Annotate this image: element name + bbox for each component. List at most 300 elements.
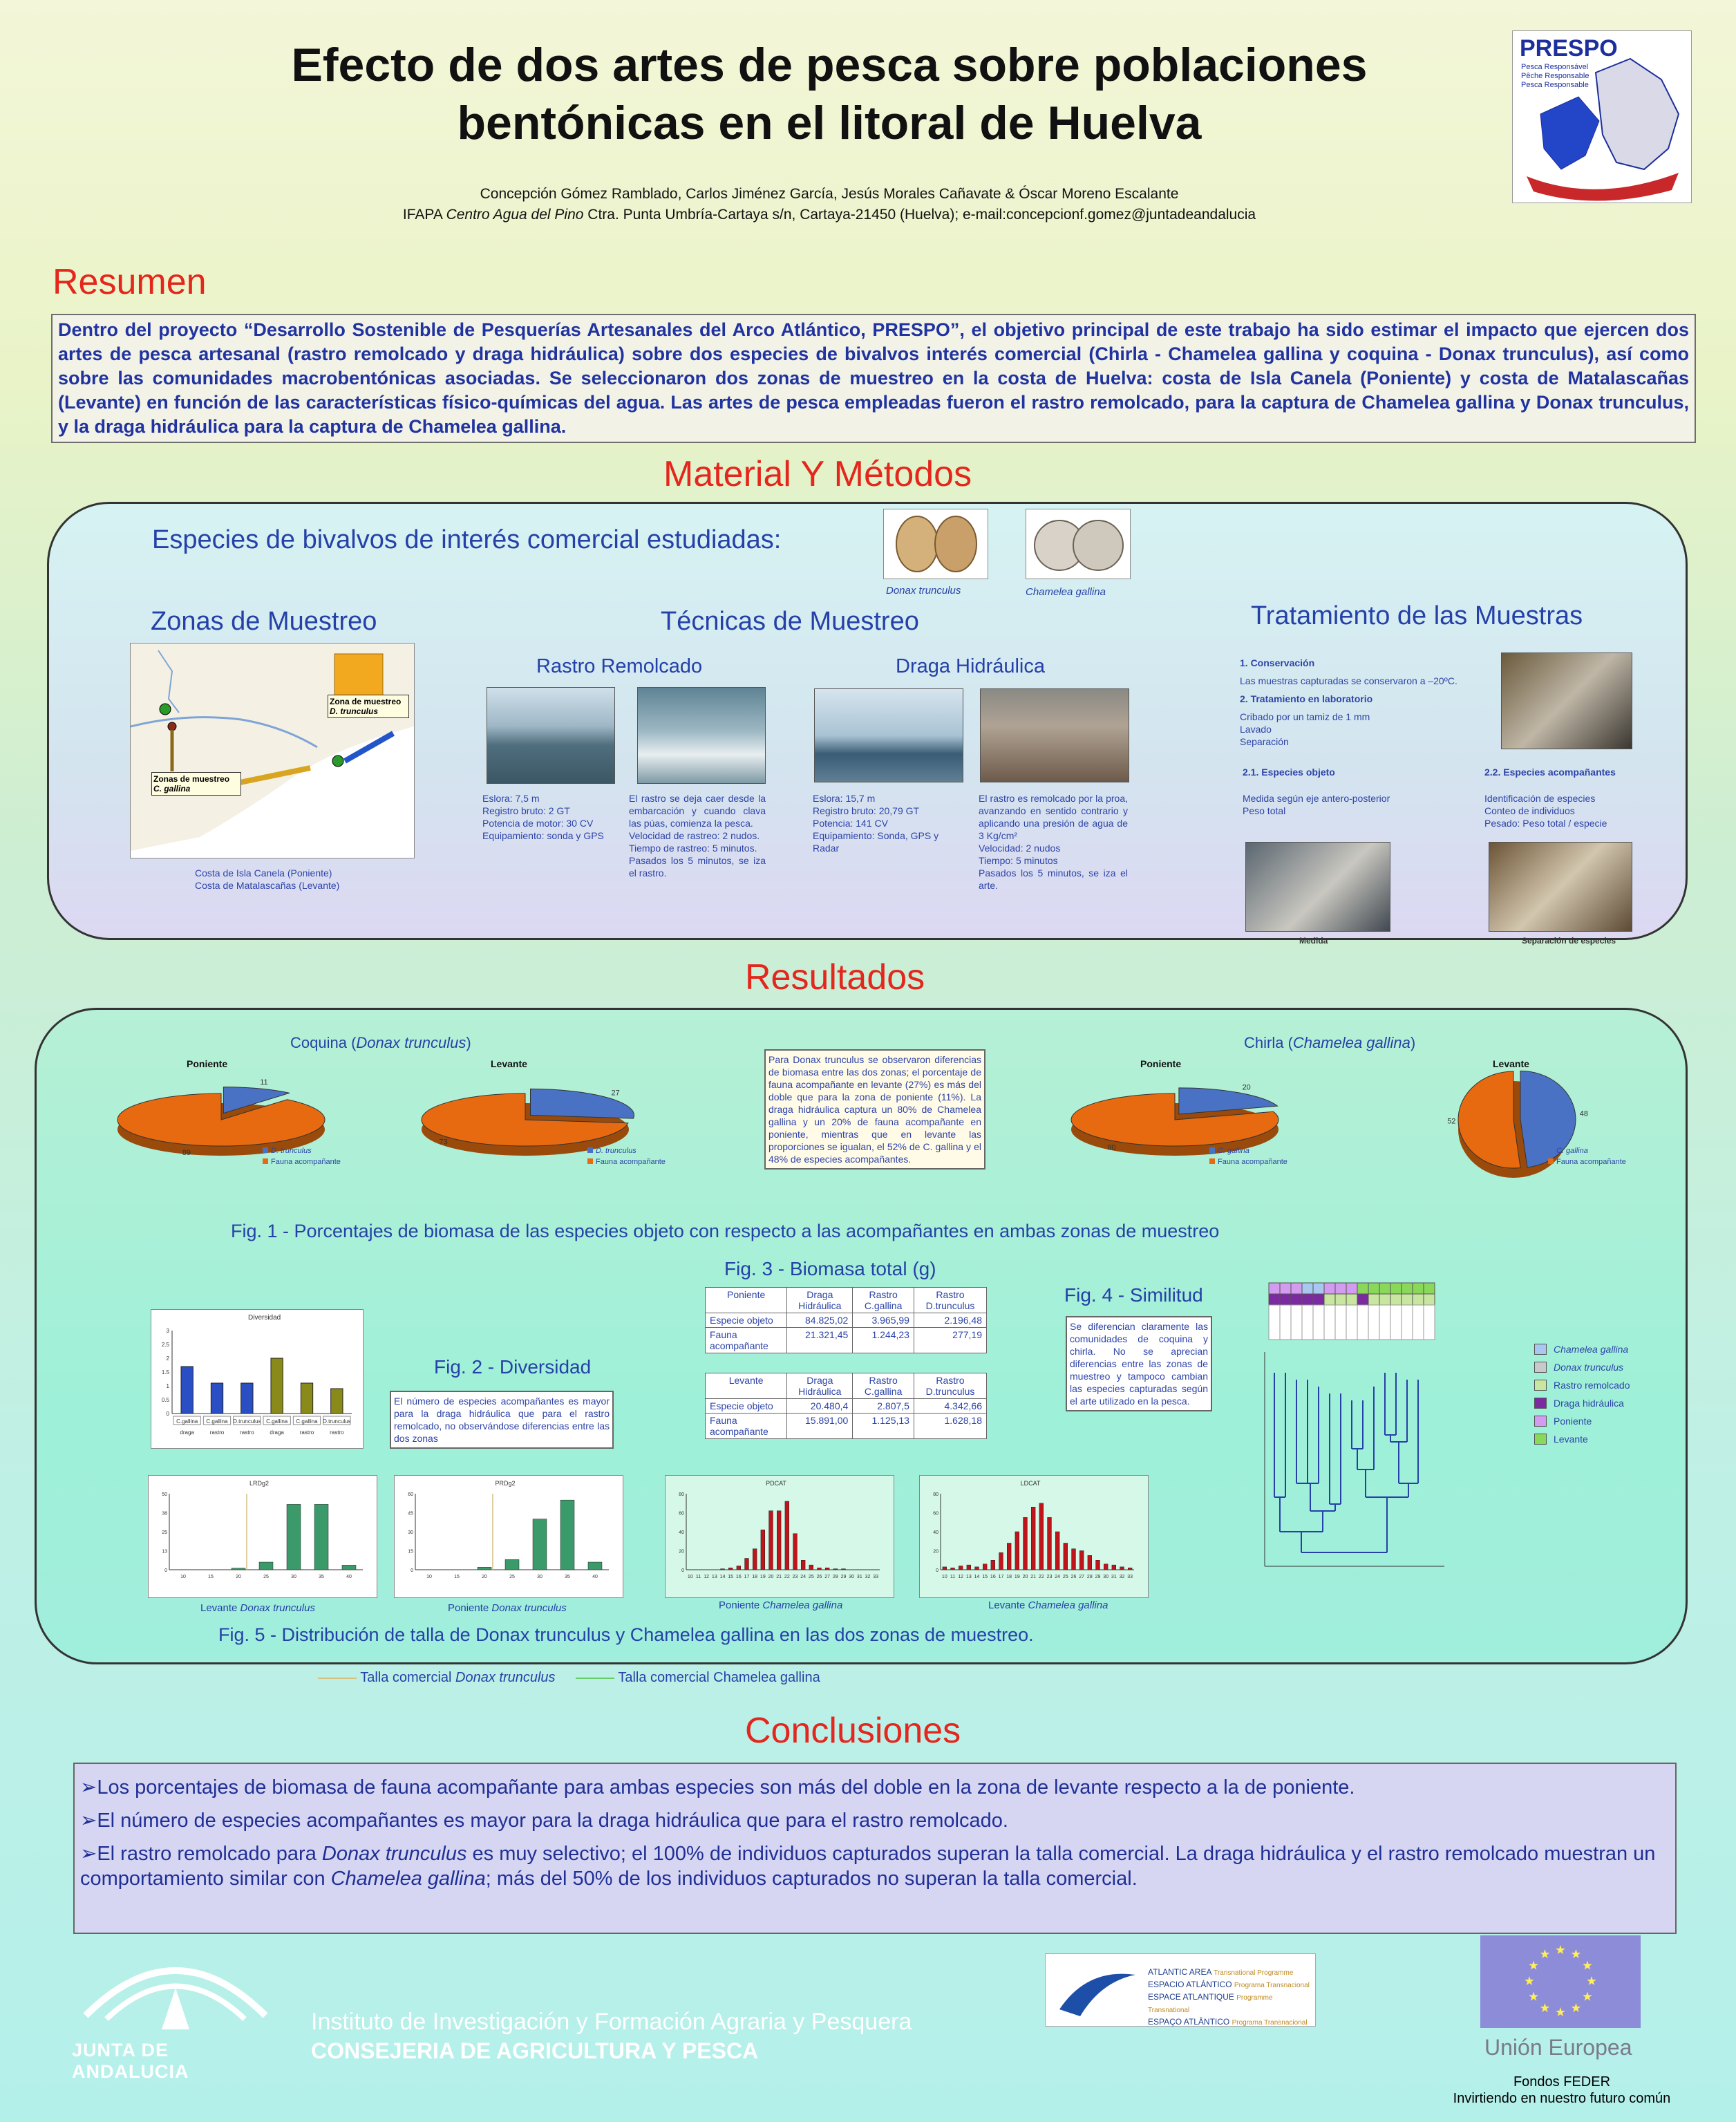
dendro-color-cell [1379, 1294, 1390, 1305]
legend-swatch [1534, 1398, 1547, 1409]
feder-text: Fondos FEDER Invirtiendo en nuestro futuro común [1453, 2074, 1671, 2106]
hist-bar [825, 1568, 829, 1570]
especies-acompanantes: 2.2. Especies acompañantes Identificación de especies Conteo de individuos Pesado: Peso total / especie [1484, 767, 1616, 829]
similitud-legend-item: Poniente [1534, 1416, 1630, 1427]
chamelea-photo [1026, 509, 1131, 579]
hist-bar [967, 1565, 971, 1570]
dendro-color-cell [1291, 1283, 1302, 1294]
x-tick-label: 18 [752, 1575, 758, 1579]
hist-bar [1023, 1517, 1028, 1570]
dendro-color-cell [1402, 1283, 1413, 1294]
hist-bar [1007, 1543, 1011, 1570]
x-tick-label: 20 [1022, 1575, 1028, 1579]
y-tick-label: 0 [411, 1568, 413, 1573]
y-tick-label: 60 [679, 1511, 684, 1517]
hist-bar [809, 1565, 813, 1570]
resultados-heading: Resultados [745, 957, 925, 997]
table-cell: 21.321,45 [787, 1328, 853, 1353]
x-tick-label: 25 [808, 1575, 814, 1579]
pie-value-label: 48 [1579, 1109, 1589, 1118]
pie-legend-label: D. trunculus [271, 1147, 312, 1155]
x-tick-label: 18 [1006, 1575, 1012, 1579]
x-tick-label: 30 [1103, 1575, 1109, 1579]
table-header-cell: Rastro D.trunculus [914, 1373, 986, 1399]
rastro-photo-1 [487, 687, 615, 784]
x-tick-label: 16 [990, 1575, 996, 1579]
hist-bar [1104, 1564, 1108, 1570]
draga-photo-2 [980, 688, 1129, 782]
donax-photo [883, 509, 988, 579]
rastro-photo-2 [637, 687, 766, 784]
tratamiento-steps: 1. Conservación Las muestras capturadas se conservaron a –20ºC. 2. Tratamiento en laboratorio Cribado por un tamiz de 1 mm Lavado Separación [1240, 657, 1457, 747]
table-header-cell: Levante [706, 1373, 787, 1399]
similitud-legend [1534, 1344, 1630, 1452]
x-tick-label: 21 [776, 1575, 782, 1579]
hist-bar [1088, 1555, 1092, 1570]
hist-bar [1055, 1532, 1059, 1570]
hist-bar [588, 1562, 602, 1570]
x-tick-label: 19 [760, 1575, 766, 1579]
similitud-legend-item: Draga hidráulica [1534, 1398, 1630, 1409]
biomasa-table-poniente [705, 1287, 987, 1353]
hist-bar [533, 1519, 547, 1570]
atlantic-line: ESPACIO ATLÁNTICO Programa Transnacional [1148, 1980, 1310, 1989]
dendro-color-cell [1313, 1283, 1324, 1294]
eu-star-icon: ★ [1581, 1958, 1594, 1973]
x-tick-label: 15 [982, 1575, 988, 1579]
dendro-color-cell [1324, 1294, 1335, 1305]
table-header-cell: Rastro C.gallina [853, 1373, 914, 1399]
eu-star-icon: ★ [1554, 1943, 1567, 1957]
y-tick-label: 20 [933, 1549, 938, 1555]
x-tick-label: 14 [974, 1575, 980, 1579]
pie-legend-swatch [587, 1158, 593, 1164]
dendro-label-cell [1424, 1305, 1435, 1340]
donax-caption: Donax trunculus [886, 585, 961, 597]
dendro-color-cell [1413, 1283, 1424, 1294]
dendro-color-cell [1368, 1283, 1379, 1294]
similitud-legend-item: Donax trunculus [1534, 1362, 1630, 1373]
x-tick-label: 15 [208, 1575, 214, 1579]
resumen-text: Dentro del proyecto “Desarrollo Sostenible de Pesquerías Artesanales del Arco Atlántico, PRESPO”, el objetivo principal de este trabajo ha sido estimar el impacto que ejercen dos artes de pesca artesanal (rastro remolcado y draga hidráulica) sobre dos especies de bivalvos interés comercial (Chirla - Chamelea gallina y coquina - Donax trunculus), así como sobre las comunidades macrobentónicas asociadas. Se seleccionaron dos zonas de muestreo en la costa de Huelva: costa de Isla Canela (Poniente) y costa de Matalascañas (Levante) en función de las características físico-químicas del agua. Las artes de pesca empleadas fueron el rastro remolcado, para la captura de Chamelea gallina y Donax trunculus, y la draga hidráulica para la captura de Chamelea gallina. [51, 314, 1696, 443]
hist-poniente-donax [394, 1475, 623, 1598]
x-tick-label: rastro [330, 1429, 344, 1436]
hist-bar [342, 1565, 356, 1570]
table-row [706, 1399, 987, 1414]
hist-bar [983, 1564, 987, 1570]
table-cell: Fauna acompañante [706, 1414, 787, 1439]
x-tick-label: 40 [592, 1575, 598, 1579]
x-tick-label: 23 [1046, 1575, 1053, 1579]
dendro-label-cell [1313, 1305, 1324, 1340]
separacion-photo [1489, 842, 1632, 932]
x-tick-label: 31 [856, 1575, 862, 1579]
hist-bar [721, 1569, 725, 1570]
chart-title: PDCAT [766, 1480, 786, 1487]
pie-legend-label: Fauna acompañante [1556, 1158, 1626, 1166]
rastro-title: Rastro Remolcado [536, 655, 703, 677]
y-tick-label: 60 [933, 1511, 938, 1517]
hist-bar [287, 1504, 301, 1570]
eu-star-icon: ★ [1527, 1989, 1540, 2004]
dendro-color-cell [1357, 1283, 1368, 1294]
x-tick-label: 17 [998, 1575, 1004, 1579]
dendro-label-cell [1390, 1305, 1402, 1340]
hist-bar [1064, 1543, 1068, 1570]
chirla-heading: Chirla (Chamelea gallina) [1244, 1034, 1416, 1051]
dendro-color-cell [1302, 1283, 1313, 1294]
x-tick-label: C.gallina [176, 1418, 198, 1425]
y-tick-label: 1.5 [161, 1369, 169, 1375]
dendro-label-cell [1269, 1305, 1280, 1340]
x-tick-label: 15 [728, 1575, 734, 1579]
dendro-label-cell [1291, 1305, 1302, 1340]
x-tick-label: 28 [1086, 1575, 1093, 1579]
rastro-procedure: El rastro se deja caer desde la embarcación y cuando clava las púas, comienza la pesca. Velocidad de rastreo: 2 nudos. Tiempo de rastreo: 5 minutos. Pasados los 5 minutos, se iza el rastro. [629, 793, 766, 879]
draga-specs: Eslora: 15,7 m Registro bruto: 20,79 GT Potencia: 141 CV Equipamiento: Sonda, GPS y Radar [813, 793, 939, 854]
medida-caption: Medida [1299, 936, 1328, 946]
pie-legend-swatch [263, 1158, 268, 1164]
pie-value-label: 89 [182, 1148, 191, 1157]
dendro-color-cell [1280, 1294, 1291, 1305]
pie-value-label: 27 [611, 1089, 620, 1098]
fig5-caption: Fig. 5 - Distribución de talla de Donax trunculus y Chamelea gallina en las dos zonas de muestreo. [218, 1624, 1034, 1645]
x-tick-label: 19 [1014, 1575, 1020, 1579]
x-tick-label: C.gallina [296, 1418, 318, 1425]
authors-block [152, 184, 1507, 225]
especies-title: Especies de bivalvos de interés comercial estudiadas: [152, 525, 782, 554]
y-tick-label: 30 [408, 1530, 413, 1535]
table-row [706, 1313, 987, 1328]
wave-icon [1046, 1954, 1149, 2023]
hist-bar [769, 1511, 773, 1570]
dendro-color-cell [1291, 1294, 1302, 1305]
diversidad-chart [151, 1309, 364, 1449]
hist-caption-3: Poniente Chamelea gallina [719, 1599, 843, 1611]
dendro-color-cell [1269, 1294, 1280, 1305]
y-tick-label: 80 [679, 1492, 684, 1497]
pie-legend-swatch [1548, 1147, 1554, 1153]
eu-flag-icon [1480, 1935, 1641, 2028]
conclusion-3: ➢El rastro remolcado para Donax trunculus es muy selectivo; el 100% de individuos capturados superan la talla comercial. La draga hidráulica y el rastro remolcado muestran un comportamiento similar con Chamelea gallina; más del 50% de los individuos capturados no superan la talla comercial. [80, 1843, 1656, 1890]
legend-swatch [1534, 1416, 1547, 1427]
label-zona-levante: Zona de muestreo D. trunculus [328, 695, 409, 718]
x-tick-label: 22 [1038, 1575, 1044, 1579]
y-tick-label: 1 [166, 1383, 169, 1389]
fig1-caption: Fig. 1 - Porcentajes de biomasa de las especies objeto con respecto a las acompañantes en ambas zonas de muestreo [231, 1221, 1220, 1241]
hist-bar [745, 1559, 749, 1570]
x-tick-label: 25 [263, 1575, 269, 1579]
pie-legend-swatch [587, 1147, 593, 1153]
hist-levante-chamelea [919, 1475, 1149, 1598]
x-tick-label: 26 [1070, 1575, 1077, 1579]
x-tick-label: 12 [958, 1575, 964, 1579]
dendro-color-cell [1346, 1294, 1357, 1305]
x-tick-label: 32 [865, 1575, 871, 1579]
y-tick-label: 20 [679, 1549, 684, 1555]
hist-bar [728, 1568, 733, 1570]
talla-chamelea-line-icon [576, 1678, 614, 1679]
x-tick-label: 20 [768, 1575, 774, 1579]
dendro-label-cell [1302, 1305, 1313, 1340]
dendro-color-cell [1390, 1283, 1402, 1294]
dendro-color-cell [1424, 1283, 1435, 1294]
atlantic-area-logo [1045, 1953, 1316, 2027]
x-tick-label: 33 [1127, 1575, 1133, 1579]
x-tick-label: 32 [1119, 1575, 1125, 1579]
dendro-color-cell [1324, 1283, 1335, 1294]
x-tick-label: 11 [695, 1575, 701, 1579]
zonas-bullets: Costa de Isla Canela (Poniente) Costa de Matalascañas (Levante) [195, 867, 340, 891]
chart-title: LDCAT [1020, 1480, 1041, 1487]
x-tick-label: draga [270, 1429, 284, 1436]
y-tick-label: 25 [162, 1530, 167, 1535]
chamelea-caption: Chamelea gallina [1026, 586, 1106, 598]
dendro-color-cell [1302, 1294, 1313, 1305]
legend-swatch [1534, 1362, 1547, 1373]
fig3-caption: Fig. 3 - Biomasa total (g) [724, 1258, 936, 1279]
hist-bar [991, 1560, 995, 1570]
diversidad-bar [271, 1358, 283, 1414]
diversidad-bar [301, 1383, 312, 1414]
legend-swatch [1534, 1380, 1547, 1391]
x-tick-label: 25 [1062, 1575, 1068, 1579]
chart-title: Diversidad [248, 1314, 281, 1322]
hist-bar [505, 1559, 519, 1570]
x-tick-label: 13 [965, 1575, 972, 1579]
title-line-2: bentónicas en el litoral de Huelva [457, 97, 1202, 149]
dendro-color-cell [1390, 1294, 1402, 1305]
x-tick-label: 16 [735, 1575, 742, 1579]
hist-bar [951, 1568, 955, 1570]
hist-bar [777, 1511, 781, 1570]
pie-legend-label: C. gallina [1556, 1147, 1588, 1155]
chart-title: PRDg2 [495, 1480, 516, 1487]
x-tick-label: 33 [873, 1575, 879, 1579]
x-tick-label: 20 [236, 1575, 241, 1579]
hist-bar [560, 1500, 574, 1570]
prespo-map-icon [1513, 31, 1690, 203]
table-header-cell: Rastro C.gallina [853, 1288, 914, 1313]
eu-star-icon: ★ [1570, 1947, 1582, 1962]
pie-slice [117, 1093, 325, 1146]
x-tick-label: 24 [800, 1575, 806, 1579]
legend-swatch [1534, 1434, 1547, 1445]
junta-logo: JUNTA DE ANDALUCIA [72, 1940, 279, 2064]
table-cell: 20.480,4 [787, 1399, 853, 1414]
hist-bar [999, 1552, 1003, 1570]
dendro-label-cell [1346, 1305, 1357, 1340]
x-tick-label: 26 [816, 1575, 822, 1579]
zonas-title: Zonas de Muestreo [151, 607, 377, 636]
x-tick-label: D.trunculus [323, 1418, 351, 1425]
tecnicas-title: Técnicas de Muestreo [661, 607, 919, 636]
y-tick-label: 38 [162, 1511, 167, 1517]
x-tick-label: 21 [1030, 1575, 1037, 1579]
x-tick-label: 27 [1079, 1575, 1085, 1579]
legend-swatch [1534, 1344, 1547, 1355]
x-tick-label: 25 [509, 1575, 515, 1579]
ifapa-name: Instituto de Investigación y Formación Agraria y Pesquera CONSEJERIA DE AGRICULTURA Y PESCA [311, 2009, 912, 2063]
diversidad-bar [181, 1367, 193, 1414]
hist-bar [785, 1501, 789, 1570]
hist-bar [761, 1530, 765, 1570]
separacion-caption: Separación de especies [1522, 936, 1616, 946]
x-tick-label: C.gallina [266, 1418, 288, 1425]
hist-bar [1128, 1568, 1132, 1570]
x-tick-label: C.gallina [206, 1418, 228, 1425]
eu-star-icon: ★ [1539, 1947, 1551, 1962]
dendro-color-cell [1280, 1283, 1291, 1294]
hist-bar [1015, 1532, 1019, 1570]
x-tick-label: 10 [687, 1575, 693, 1579]
hist-bar [1120, 1567, 1124, 1570]
table-cell: 2.196,48 [914, 1313, 986, 1328]
table-cell: 1.125,13 [853, 1414, 914, 1439]
pie-title: Levante [1493, 1058, 1529, 1069]
conclusiones-heading: Conclusiones [745, 1711, 961, 1751]
table-row [706, 1328, 987, 1353]
authors: Concepción Gómez Ramblado, Carlos Jiménez García, Jesús Morales Cañavate & Óscar Moreno Escalante [480, 186, 1179, 202]
draga-title: Draga Hidráulica [896, 655, 1045, 677]
table-cell: 277,19 [914, 1328, 986, 1353]
y-tick-label: 13 [162, 1549, 167, 1555]
hist-bar [975, 1567, 979, 1570]
similitud-note: Se diferencian claramente las comunidades de coquina y chirla. No se aprecian diferencias entre las zonas de muestreo y tampoco cambian las especies capturadas según el arte utilizado en la pesca. [1066, 1316, 1212, 1411]
dendro-label-cell [1280, 1305, 1291, 1340]
y-tick-label: 40 [679, 1530, 684, 1535]
fig4-caption: Fig. 4 - Similitud [1064, 1284, 1203, 1306]
pie-value-label: 11 [260, 1078, 268, 1087]
dendro-label-cell [1413, 1305, 1424, 1340]
x-tick-label: rastro [209, 1429, 225, 1436]
conclusion-2: ➢El número de especies acompañantes es mayor para la draga hidráulica que para el rastro remolcado. [80, 1810, 1008, 1832]
prespo-tagline: Pesca Responsable [1521, 81, 1589, 89]
pie-title: Poniente [187, 1058, 228, 1069]
table-header-cell: Draga Hidráulica [787, 1373, 853, 1399]
y-tick-label: 0 [166, 1411, 169, 1417]
eu-star-icon: ★ [1554, 2005, 1567, 2019]
diversidad-bar [331, 1389, 343, 1414]
hist-bar [737, 1566, 741, 1570]
poster-title [152, 36, 1507, 152]
pie-title: Poniente [1140, 1058, 1182, 1069]
similitud-legend-item: Rastro remolcado [1534, 1380, 1630, 1391]
x-tick-label: 15 [454, 1575, 460, 1579]
dendro-label-cell [1335, 1305, 1346, 1340]
pie-legend-label: Fauna acompañante [271, 1158, 341, 1166]
dendro-color-cell [1335, 1294, 1346, 1305]
y-tick-label: 60 [408, 1492, 413, 1497]
hist-bar [1048, 1517, 1052, 1570]
hist-poniente-chamelea [665, 1475, 894, 1598]
table-header-cell: Rastro D.trunculus [914, 1288, 986, 1313]
y-tick-label: 80 [933, 1492, 938, 1497]
pie-value-label: 20 [1242, 1083, 1251, 1092]
hist-bar [753, 1549, 757, 1570]
eu-star-icon: ★ [1570, 2000, 1582, 2015]
x-tick-label: 17 [744, 1575, 750, 1579]
eu-star-icon: ★ [1585, 1974, 1598, 1988]
hist-bar [1079, 1551, 1084, 1570]
hist-bar [793, 1534, 798, 1570]
y-tick-label: 3 [166, 1328, 169, 1334]
table-header-cell: Draga Hidráulica [787, 1288, 853, 1313]
hist-levante-donax [148, 1475, 377, 1598]
pie-value-label: 73 [439, 1138, 448, 1147]
x-tick-label: 40 [346, 1575, 352, 1579]
x-tick-label: 30 [537, 1575, 542, 1579]
x-tick-label: 27 [824, 1575, 831, 1579]
hist-bar [801, 1560, 805, 1570]
eu-star-icon: ★ [1527, 1958, 1540, 1973]
talla-donax-line-icon [318, 1678, 357, 1679]
x-tick-label: 28 [832, 1575, 838, 1579]
resumen-heading: Resumen [53, 262, 207, 302]
table-row [706, 1414, 987, 1439]
eu-star-icon: ★ [1523, 1974, 1536, 1988]
junta-emblem-icon [72, 1940, 279, 2036]
table-cell: 15.891,00 [787, 1414, 853, 1439]
dendro-color-cell [1379, 1283, 1390, 1294]
chart-title: LRDg2 [249, 1480, 270, 1487]
dendro-color-cell [1413, 1294, 1424, 1305]
eu-star-icon: ★ [1539, 2000, 1551, 2015]
conclusion-1: ➢Los porcentajes de biomasa de fauna acompañante para ambas especies son más del doble en la zona de levante respecto a la de poniente. [80, 1776, 1355, 1799]
table-cell: 1.244,23 [853, 1328, 914, 1353]
table-cell: 4.342,66 [914, 1399, 986, 1414]
pie-value-label: 52 [1447, 1117, 1456, 1126]
zonas-map [130, 643, 415, 858]
diversidad-bar [241, 1383, 253, 1414]
similitud-legend-item: Chamelea gallina [1534, 1344, 1630, 1355]
especies-objeto: 2.1. Especies objeto Medida según eje antero-posterior Peso total [1243, 767, 1390, 816]
y-tick-label: 15 [408, 1549, 413, 1555]
pie-legend-swatch [263, 1147, 268, 1153]
pie-legend-label: C. gallina [1218, 1147, 1249, 1155]
hist-bar [1072, 1549, 1076, 1570]
metodos-heading: Material Y Métodos [663, 454, 972, 494]
hist-caption-1: Levante Donax trunculus [200, 1602, 315, 1614]
x-tick-label: 14 [719, 1575, 726, 1579]
similitud-legend-item: Levante [1534, 1434, 1630, 1445]
y-tick-label: 50 [162, 1492, 167, 1497]
dendro-color-cell [1424, 1294, 1435, 1305]
hist-caption-2: Poniente Donax trunculus [448, 1602, 567, 1614]
x-tick-label: 10 [180, 1575, 186, 1579]
affiliation: IFAPA Centro Agua del Pino Ctra. Punta Umbría-Cartaya s/n, Cartaya-21450 (Huelva); e-mail:concepcionf.gomez@juntadeandalucia [402, 207, 1256, 223]
fig2-caption: Fig. 2 - Diversidad [434, 1356, 592, 1378]
x-tick-label: 11 [950, 1575, 956, 1579]
pie-legend-label: Fauna acompañante [1218, 1158, 1287, 1166]
pie-slice [1179, 1088, 1278, 1114]
x-tick-label: 22 [784, 1575, 790, 1579]
table-cell: Especie objeto [706, 1399, 787, 1414]
bags-photo [1501, 652, 1632, 749]
arrow-icon: ➢ [80, 1843, 97, 1865]
table-cell: 3.965,99 [853, 1313, 914, 1328]
table-cell: Especie objeto [706, 1313, 787, 1328]
pie-legend-swatch [1209, 1147, 1215, 1153]
pie-legend-swatch [1209, 1158, 1215, 1164]
coquina-heading: Coquina (Donax trunculus) [290, 1034, 471, 1051]
hist-bar [943, 1567, 947, 1570]
x-tick-label: 29 [840, 1575, 847, 1579]
table-cell: 1.628,18 [914, 1414, 986, 1439]
y-tick-label: 0 [681, 1568, 684, 1573]
hist-bar [1031, 1507, 1035, 1570]
pie-legend-label: Fauna acompañante [596, 1158, 666, 1166]
